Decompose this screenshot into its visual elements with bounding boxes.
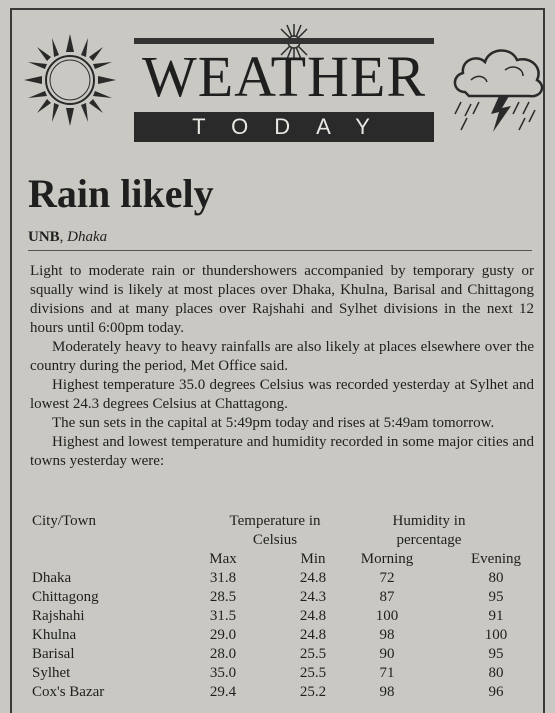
humidity-column-header: Humidity in percentage xyxy=(392,513,466,548)
max-cell: 28.0 xyxy=(209,646,237,662)
table-row xyxy=(30,626,540,645)
paragraph: The sun sets in the capital at 5:49pm today and rises at 5:49am tomorrow. xyxy=(52,415,495,431)
evening-cell: 100 xyxy=(484,627,508,643)
table-row xyxy=(30,664,540,683)
temperature-column-header: Temperature in Celsius xyxy=(229,513,321,548)
masthead-title: WEATHER xyxy=(141,44,427,109)
byline-dateline: Dhaka xyxy=(67,229,108,245)
sun-icon xyxy=(20,30,120,130)
morning-cell: 71 xyxy=(379,665,395,681)
max-cell: 35.0 xyxy=(209,665,237,681)
city-cell: Barisal xyxy=(32,646,75,662)
evening-cell: 91 xyxy=(488,608,504,624)
city-column-header: City/Town xyxy=(32,513,96,529)
table-row xyxy=(30,607,540,626)
morning-cell: 100 xyxy=(375,608,399,624)
city-cell: Sylhet xyxy=(32,665,71,681)
min-column-header: Min xyxy=(300,551,326,567)
city-cell: Khulna xyxy=(32,627,77,643)
min-cell: 25.5 xyxy=(299,665,327,681)
max-cell: 31.8 xyxy=(209,570,237,586)
min-cell: 24.8 xyxy=(299,608,327,624)
max-cell: 29.4 xyxy=(209,684,237,700)
city-cell: Rajshahi xyxy=(32,608,85,624)
masthead-subtitle: TODAY xyxy=(134,112,434,142)
storm-cloud-icon xyxy=(447,40,547,135)
city-cell: Dhaka xyxy=(32,570,72,586)
morning-column-header: Morning xyxy=(360,551,414,567)
morning-cell: 90 xyxy=(379,646,395,662)
table-row xyxy=(30,569,540,588)
city-cell: Cox's Bazar xyxy=(32,684,105,700)
paragraph: Highest temperature 35.0 degrees Celsius was recorded yesterday at Sylhet and lowest 24.3 degrees Celsius at Chattagong. xyxy=(30,377,534,412)
masthead xyxy=(12,12,543,147)
max-cell: 28.5 xyxy=(209,589,237,605)
paragraph: Light to moderate rain or thundershowers accompanied by temporary gusty or squally wind is likely at most places over Dhaka, Khulna, Barisal and Chittagong divisions and at many places over Rajshahi and Sylhet divisions in the next 12 hours until 6:00pm today. xyxy=(30,263,534,336)
max-column-header: Max xyxy=(209,551,237,567)
min-cell: 24.8 xyxy=(299,627,327,643)
min-cell: 25.2 xyxy=(299,684,327,700)
table-row xyxy=(30,683,540,702)
evening-cell: 95 xyxy=(488,646,504,662)
evening-cell: 80 xyxy=(488,570,504,586)
byline-rule xyxy=(28,250,532,251)
table-subheader xyxy=(30,550,540,569)
table-row xyxy=(30,645,540,664)
headline: Rain likely xyxy=(28,171,214,216)
paragraph: Highest and lowest temperature and humidity recorded in some major cities and towns yesterday were: xyxy=(30,434,534,469)
morning-cell: 98 xyxy=(379,627,395,643)
byline-agency: UNB xyxy=(28,229,60,245)
evening-column-header: Evening xyxy=(471,551,521,567)
min-cell: 24.8 xyxy=(299,570,327,586)
article-body xyxy=(30,262,534,471)
morning-cell: 98 xyxy=(379,684,395,700)
evening-cell: 80 xyxy=(488,665,504,681)
max-cell: 31.5 xyxy=(209,608,237,624)
morning-cell: 87 xyxy=(379,589,395,605)
min-cell: 24.3 xyxy=(299,589,327,605)
max-cell: 29.0 xyxy=(209,627,237,643)
table-row xyxy=(30,588,540,607)
evening-cell: 96 xyxy=(488,684,504,700)
city-cell: Chittagong xyxy=(32,589,99,605)
byline: UNB, Dhaka xyxy=(28,229,108,245)
min-cell: 25.5 xyxy=(299,646,327,662)
morning-cell: 72 xyxy=(379,570,395,586)
table-header xyxy=(30,512,540,548)
paragraph: Moderately heavy to heavy rainfalls are also likely at places elsewhere over the country during the period, Met Office said. xyxy=(30,339,534,374)
evening-cell: 95 xyxy=(488,589,504,605)
